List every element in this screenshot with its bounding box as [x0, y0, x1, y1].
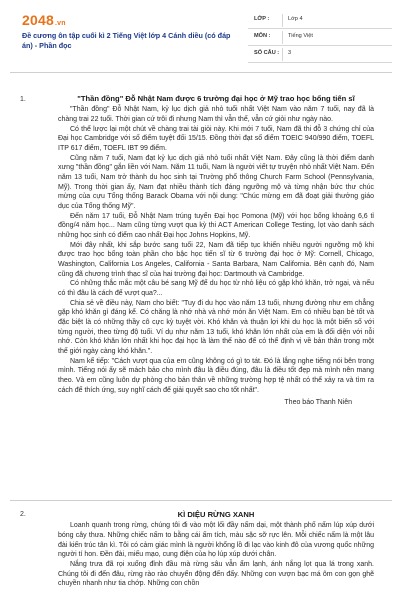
question-body — [58, 510, 374, 589]
paragraph: "Thần đồng" Đỗ Nhật Nam, kỷ lục dịch giả nhỏ tuổi nhất Việt Nam vào năm 7 tuổi, nay đã là chàng trai 22 tuổi. Thời gian cứ trôi đi nhưng Nam thì vẫn thế, vẫn cứ giỏi như ngày nào. — [58, 106, 374, 124]
header-divider — [10, 72, 392, 73]
meta-separator — [282, 48, 283, 61]
question-body — [58, 94, 374, 408]
site-logo[interactable] — [22, 12, 66, 28]
meta-value: Tiếng Việt — [288, 33, 313, 39]
paragraph: Nắng trưa đã rọi xuống đỉnh đầu mà rừng sâu vẫn ẩm lạnh, ánh nắng lọt qua lá trong xanh. Chúng tôi đi đến đâu, rừng rào rào chuyển động đến đấy. Những con vượn bạc má ôm con gọn ghẽ chuyền nhanh như tia chớp. Những con chồn — [58, 561, 374, 588]
meta-separator — [282, 31, 283, 44]
question-divider — [10, 500, 392, 501]
meta-row-count — [248, 46, 392, 63]
paragraph: Đến năm 17 tuổi, Đỗ Nhật Nam trúng tuyển Đại học Pomona (Mỹ) với học bổng khoảng 6,6 tỉ đồng/4 năm học... Nam cũng từng vượt qua kỳ thi ACT American College Testing, lọt vào danh sách những học sinh có điểm cao nhất Đại học Johns Hopkins, Mỹ. — [58, 212, 374, 239]
logo-suffix: .vn — [54, 20, 66, 27]
paragraph: Có thể lược lại một chút về chàng trai tài giỏi này. Khi mới 7 tuổi, Nam đã thi đỗ 3 chứng chỉ của Đại học Cambridge với số điểm tuyệt đối 15/15. Đồng thời đạt số điểm TOEIC 940/990 điểm, TOEFL ITP 617 điểm, TOEFL IBT 99 điểm. — [58, 125, 374, 153]
logo-text: 2048 — [22, 12, 54, 28]
passage-title: KÌ DIỆU RỪNG XANH — [177, 510, 255, 519]
meta-row-class — [248, 12, 392, 29]
meta-row-subject — [248, 29, 392, 46]
passage-title: "Thần đồng" Đỗ Nhật Nam được 6 trường đại học ở Mỹ trao học bổng tiến sĩ — [77, 94, 355, 103]
paragraph: Mới đây nhất, khi sắp bước sang tuổi 22, Nam đã tiếp tục khiến nhiều người ngưỡng mộ khi được trao học bổng toàn phần cho bậc học tiến sĩ từ 6 trường đại học ở Mỹ: Cornell, Chicago, Washington, California Los Angeles, California - Santa Barbara, Nam California. Bên cạnh đó, Nam cũng đã chương trình thạc sĩ của hai trường đại học: Dartmouth và Cambridge. — [58, 241, 374, 278]
question-number: 2. — [20, 511, 26, 518]
meta-table — [248, 12, 392, 63]
meta-key: LỚP : — [254, 16, 270, 22]
paragraph: Nam kể tiếp: "Cách vượt qua của em cũng không có gì to tát. Đó là lắng nghe tiếng nói bên trong mình. Tiếng nói ấy sẽ mách bảo cho mình đâu là điều đúng, đâu là điều tốt đẹp mà mình nên mang theo. Và em cũng luôn dự phòng cho bản thân về những trường hợp tệ nhất có thể xảy ra và tìm ra cách để thích ứng, suy nghĩ cách để giải quyết sao cho tốt nhất". — [58, 357, 374, 394]
paragraph: Loanh quanh trong rừng, chúng tôi đi vào một lối đầy nấm dại, một thành phố nấm lúp xúp dưới bóng cây thưa. Những chiếc nấm to bằng cái ấm tích, màu sặc sỡ rực lên. Mỗi chiếc nấm là một lâu đài kiến trúc tân kì. Tôi có cảm giác mình là người khổng lồ đi lạc vào kinh đô của vương quốc những người tí hon. Đền đài, miếu mạo, cung điện của họ lúp xúp dưới chân. — [58, 522, 374, 559]
document-title: Đề cương ôn tập cuối kì 2 Tiếng Việt lớp 4 Cánh diều (có đáp án) - Phần đọc — [22, 31, 231, 50]
question-number: 1. — [20, 96, 26, 103]
meta-key: SỐ CÂU : — [254, 50, 280, 56]
meta-separator — [282, 14, 283, 27]
paragraph: Cũng năm 7 tuổi, Nam đạt kỷ lục dịch giả nhỏ tuổi nhất Việt Nam. Đây cũng là thời điểm danh xưng "thần đồng" gắn liền với Nam. Năm 11 tuổi, Nam là người viết tự truyện nhỏ nhất Việt Nam. Đến năm 13 tuổi, Nam trở thành du học sinh tại Trường phổ thông Church Farm School (Pennsylvania, Mỹ). Trong thời gian ấy, Nam đạt nhiều thành tích đáng ngưỡng mộ và từng nhận bức thư chúc mừng của cựu Tổng thống Barack Obama với nội dung: "Chúc mừng em đã đoạt giải thưởng giáo dục của Tổng thống Mỹ". — [58, 154, 374, 211]
meta-value: 3 — [288, 50, 292, 56]
source-credit: Theo báo Thanh Niên — [284, 399, 352, 407]
meta-key: MÔN : — [254, 33, 271, 39]
meta-value: Lớp 4 — [288, 16, 303, 22]
paragraph: Có những thắc mắc một câu bé sang Mỹ để du học từ nhỏ liệu có gặp khó khăn, trở ngại, và nếu có thì đâu là cách để vượt qua?... — [58, 280, 374, 297]
page-header — [0, 0, 400, 68]
paragraph: Chia sẻ về điều này, Nam cho biết: "Tuy đi du học vào năm 13 tuổi, nhưng đường như em chẳng gặp khó khăn gì đáng kể. Có chăng là nhớ nhà và nhớ món ăn Việt Nam. Em có nhiều bạn bè tốt và đặc biệt là có những thầy cô cực kỳ tuyệt vời. Khó khăn và thuận lợi khi du học là một biến số với từng người, theo từng độ tuổi. Ví dụ như năm 13 tuổi, khó khăn lớn nhất của em là đối diện với nỗi nhớ. Còn khó khăn lớn nhất khi học đại học là làm thế nào để có thể định vị về bản thân trong một thế giới ngày càng khó khăn.". — [58, 299, 374, 355]
